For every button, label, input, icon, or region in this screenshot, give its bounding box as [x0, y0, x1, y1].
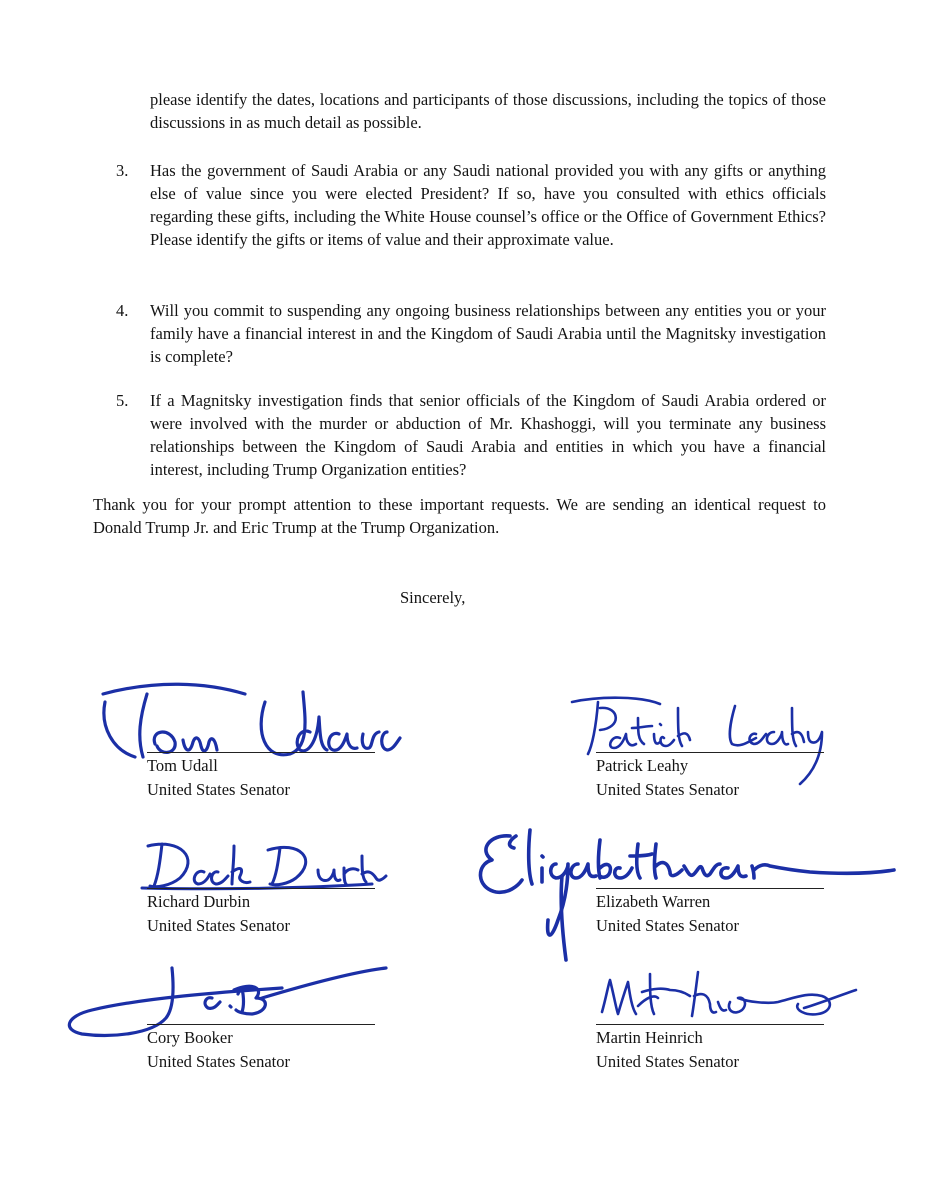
signatory-title: United States Senator — [147, 780, 290, 799]
valediction: Sincerely, — [400, 588, 466, 607]
signature-line — [596, 1024, 824, 1025]
item-number: 4. — [116, 301, 129, 320]
item-number: 3. — [116, 161, 129, 180]
continuation-paragraph: please identify the dates, locations and participants of those discussions, including the topics of those discussions in as much detail as possible. — [150, 90, 826, 132]
item-text: Has the government of Saudi Arabia or any Saudi national provided you with any gifts or anything else of value since you were elected President? If so, have you consulted with ethics officials regarding these gifts, including the White House counsel’s office or the Office of Government Ethics? Please identify the gifts or items of value and their approximate value. — [150, 161, 826, 249]
signatory-name: Patrick Leahy — [596, 756, 689, 775]
signatory-title: United States Senator — [147, 1052, 290, 1071]
item-text: If a Magnitsky investigation finds that senior officials of the Kingdom of Saudi Arabia ordered or were involved with the murder or abduction of Mr. Khashoggi, will you terminate any business relationships between the Kingdom of Saudi Arabia and entities in which you have a financial interest, including Trump Organization entities? — [150, 391, 826, 479]
signatory-name: Richard Durbin — [147, 892, 251, 911]
item-text: Will you commit to suspending any ongoing business relationships between any entities you or your family have a financial interest in and the Kingdom of Saudi Arabia until the Magnitsky investigation is complete? — [150, 301, 826, 366]
signatory-name: Tom Udall — [147, 756, 218, 775]
signature-line — [147, 752, 375, 753]
signature-line — [147, 888, 375, 889]
signature-martin-heinrich — [598, 962, 860, 1026]
signature-line — [596, 752, 824, 753]
signatory-title: United States Senator — [596, 1052, 739, 1071]
signatory-name: Martin Heinrich — [596, 1028, 703, 1047]
signatory-name: Cory Booker — [147, 1028, 233, 1047]
signatory-title: United States Senator — [596, 780, 739, 799]
signature-tom-udall — [95, 672, 405, 772]
item-number: 5. — [116, 391, 129, 410]
signatory-title: United States Senator — [147, 916, 290, 935]
signatory-name: Elizabeth Warren — [596, 892, 711, 911]
signature-line — [147, 1024, 375, 1025]
closing-paragraph: Thank you for your prompt attention to these important requests. We are sending an identical request to Donald Trump Jr. and Eric Trump at the Trump Organization. — [93, 495, 826, 537]
signatory-title: United States Senator — [596, 916, 739, 935]
signature-line — [596, 888, 824, 889]
